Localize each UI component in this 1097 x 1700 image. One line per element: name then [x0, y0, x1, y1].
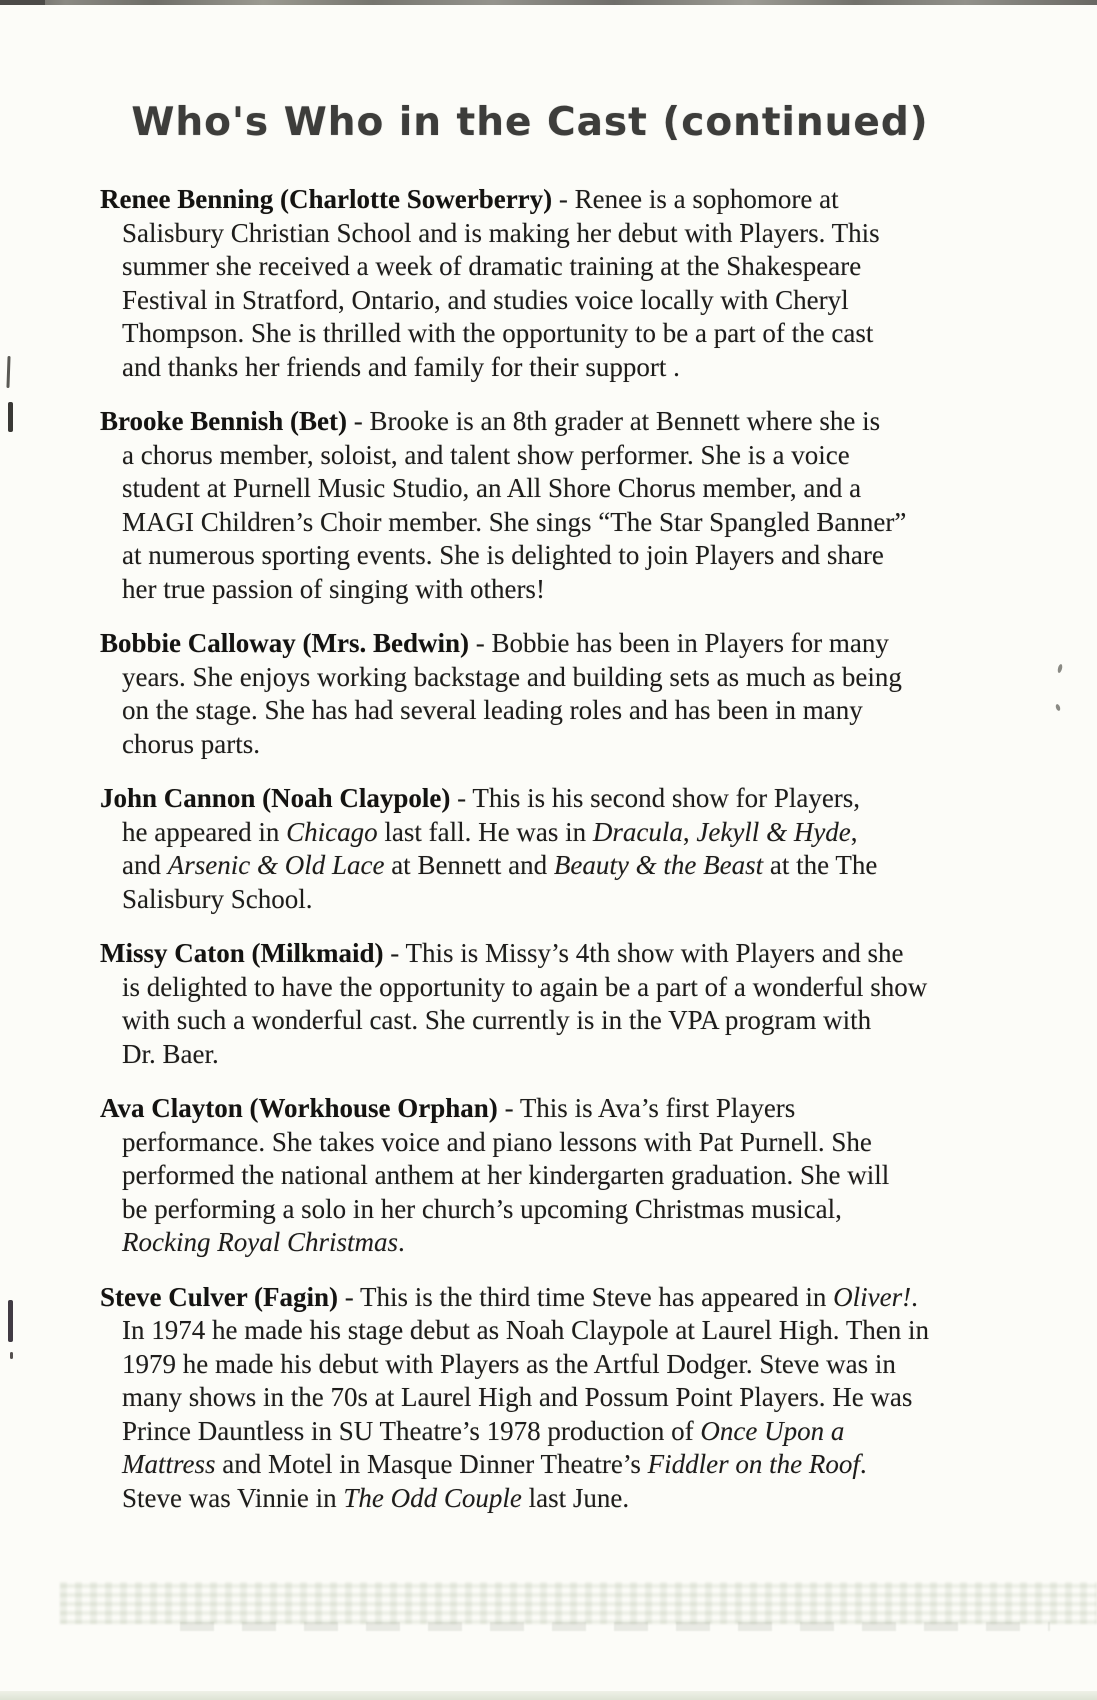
bio-text: and: [122, 850, 168, 880]
bio-text: ,: [850, 816, 858, 847]
bio-text: be performing a solo in her church’s upcoming Christmas musical,: [122, 1193, 842, 1224]
bio-name: Brooke Bennish (Bet): [100, 406, 348, 436]
bio-text: 1979 he made his debut with Players as the Artful Dodger. Steve was in: [122, 1348, 896, 1379]
bio-text: ,: [682, 816, 697, 847]
bio-show-title: Once Upon a: [700, 1415, 845, 1446]
bio-text: Salisbury School.: [122, 883, 313, 914]
scan-artifact-mark: [8, 402, 13, 432]
bio-paragraph: [100, 782, 990, 916]
bio-text: with such a wonderful cast. She currently is in the VPA program with: [122, 1005, 872, 1035]
bio-text: student at Purnell Music Studio, an All Shore Chorus member, and a: [122, 473, 862, 503]
bio-text: Prince Dauntless in SU Theatre’s 1978 production of: [122, 1415, 701, 1446]
bio-text: last June.: [521, 1482, 630, 1513]
bio-text: .: [397, 1227, 405, 1257]
scan-speck: [1055, 704, 1061, 712]
bio-text: - Renee is a sophomore at: [552, 184, 839, 214]
bio-paragraph: [100, 1092, 990, 1260]
bio-text: - Bobbie has been in Players for many: [469, 628, 889, 658]
bio-paragraph: [100, 405, 990, 606]
bio-text: and thanks her friends and family for their support .: [122, 351, 680, 382]
bio-show-title: Fiddler on the Roof: [647, 1449, 860, 1479]
scan-artifact-mark: [8, 1300, 13, 1342]
bio-text: he appeared in: [122, 816, 287, 847]
bio-name: John Cannon (Noah Claypole): [100, 783, 451, 813]
bio-name: Steve Culver (Fagin): [100, 1281, 338, 1312]
bio-text: Steve was Vinnie in: [122, 1482, 344, 1513]
bio-paragraph: [100, 937, 990, 1071]
scan-artifact-mark: [6, 356, 10, 388]
bio-text: is delighted to have the opportunity to again be a part of a wonderful show: [122, 971, 928, 1002]
bio-text: .: [911, 1281, 918, 1312]
bio-paragraph: [100, 183, 990, 384]
bio-text: - This is the third time Steve has appeared in: [337, 1281, 834, 1312]
bio-show-title: The Odd Couple: [343, 1482, 522, 1513]
page-title: Who's Who in the Cast (continued): [131, 100, 929, 145]
bio-text: - This is his second show for Players,: [450, 783, 861, 813]
bio-show-title: Dracula: [592, 816, 683, 847]
bio-text: performed the national anthem at her kindergarten graduation. She will: [122, 1160, 890, 1190]
bio-text: at the The: [763, 850, 878, 880]
bio-text: Thompson. She is thrilled with the opportunity to be a part of the cast: [122, 318, 874, 348]
scan-edge-top: [0, 0, 1097, 5]
bio-show-title: Chicago: [286, 816, 378, 847]
bio-text: and Motel in Masque Dinner Theatre’s: [215, 1449, 648, 1479]
bleed-through-noise: [60, 1582, 1097, 1624]
bio-name: Bobbie Calloway (Mrs. Bedwin): [100, 628, 470, 658]
bleed-through-noise: [180, 1622, 1050, 1631]
scan-speck: [1057, 664, 1063, 674]
bio-text: Festival in Stratford, Ontario, and studies voice locally with Cheryl: [122, 284, 849, 315]
bio-name: Renee Benning (Charlotte Sowerberry): [100, 184, 553, 214]
bio-text: summer she received a week of dramatic training at the Shakespeare: [122, 251, 862, 281]
bio-text: her true passion of singing with others!: [122, 573, 545, 604]
bio-paragraph: [100, 627, 990, 761]
scan-edge-bottom: [0, 1691, 1097, 1700]
bio-name: Missy Caton (Milkmaid): [100, 938, 384, 968]
bio-text: at Bennett and: [384, 850, 554, 880]
bio-show-title: Beauty & the Beast: [553, 850, 764, 880]
bio-text: on the stage. She has had several leading roles and has been in many: [122, 695, 863, 725]
bio-text: - This is Missy’s 4th show with Players and she: [383, 938, 904, 968]
bio-text: chorus parts.: [122, 728, 260, 759]
bio-text: - This is Ava’s first Players: [497, 1093, 796, 1123]
bio-text: last fall. He was in: [377, 816, 593, 847]
scan-artifact-mark: [10, 1352, 13, 1359]
bio-text: Dr. Baer.: [122, 1038, 219, 1069]
bio-text: MAGI Children’s Choir member. She sings “The Star Spangled Banner”: [122, 506, 907, 537]
bio-show-title: Arsenic & Old Lace: [167, 850, 385, 880]
bio-text: performance. She takes voice and piano lessons with Pat Purnell. She: [122, 1126, 872, 1157]
bio-text: .: [859, 1449, 867, 1479]
bio-text: at numerous sporting events. She is delighted to join Players and share: [122, 540, 884, 570]
bio-show-title: Jekyll & Hyde: [696, 816, 851, 847]
bio-name: Ava Clayton (Workhouse Orphan): [100, 1093, 498, 1123]
bio-text: Salisbury Christian School and is making her debut with Players. This: [122, 217, 880, 248]
bio-text: many shows in the 70s at Laurel High and Possum Point Players. He was: [122, 1382, 913, 1412]
bio-text: - Brooke is an 8th grader at Bennett where she is: [347, 406, 881, 436]
bio-show-title: Rocking Royal Christmas: [122, 1227, 398, 1257]
bio-list: [100, 183, 990, 1536]
bio-text: In 1974 he made his stage debut as Noah Claypole at Laurel High. Then in: [122, 1315, 930, 1345]
bio-show-title: Oliver!: [833, 1281, 912, 1312]
bio-text: a chorus member, soloist, and talent show performer. She is a voice: [122, 439, 850, 470]
bio-paragraph: [100, 1281, 990, 1516]
bio-text: years. She enjoys working backstage and building sets as much as being: [122, 661, 902, 692]
bio-show-title: Mattress: [122, 1449, 216, 1479]
